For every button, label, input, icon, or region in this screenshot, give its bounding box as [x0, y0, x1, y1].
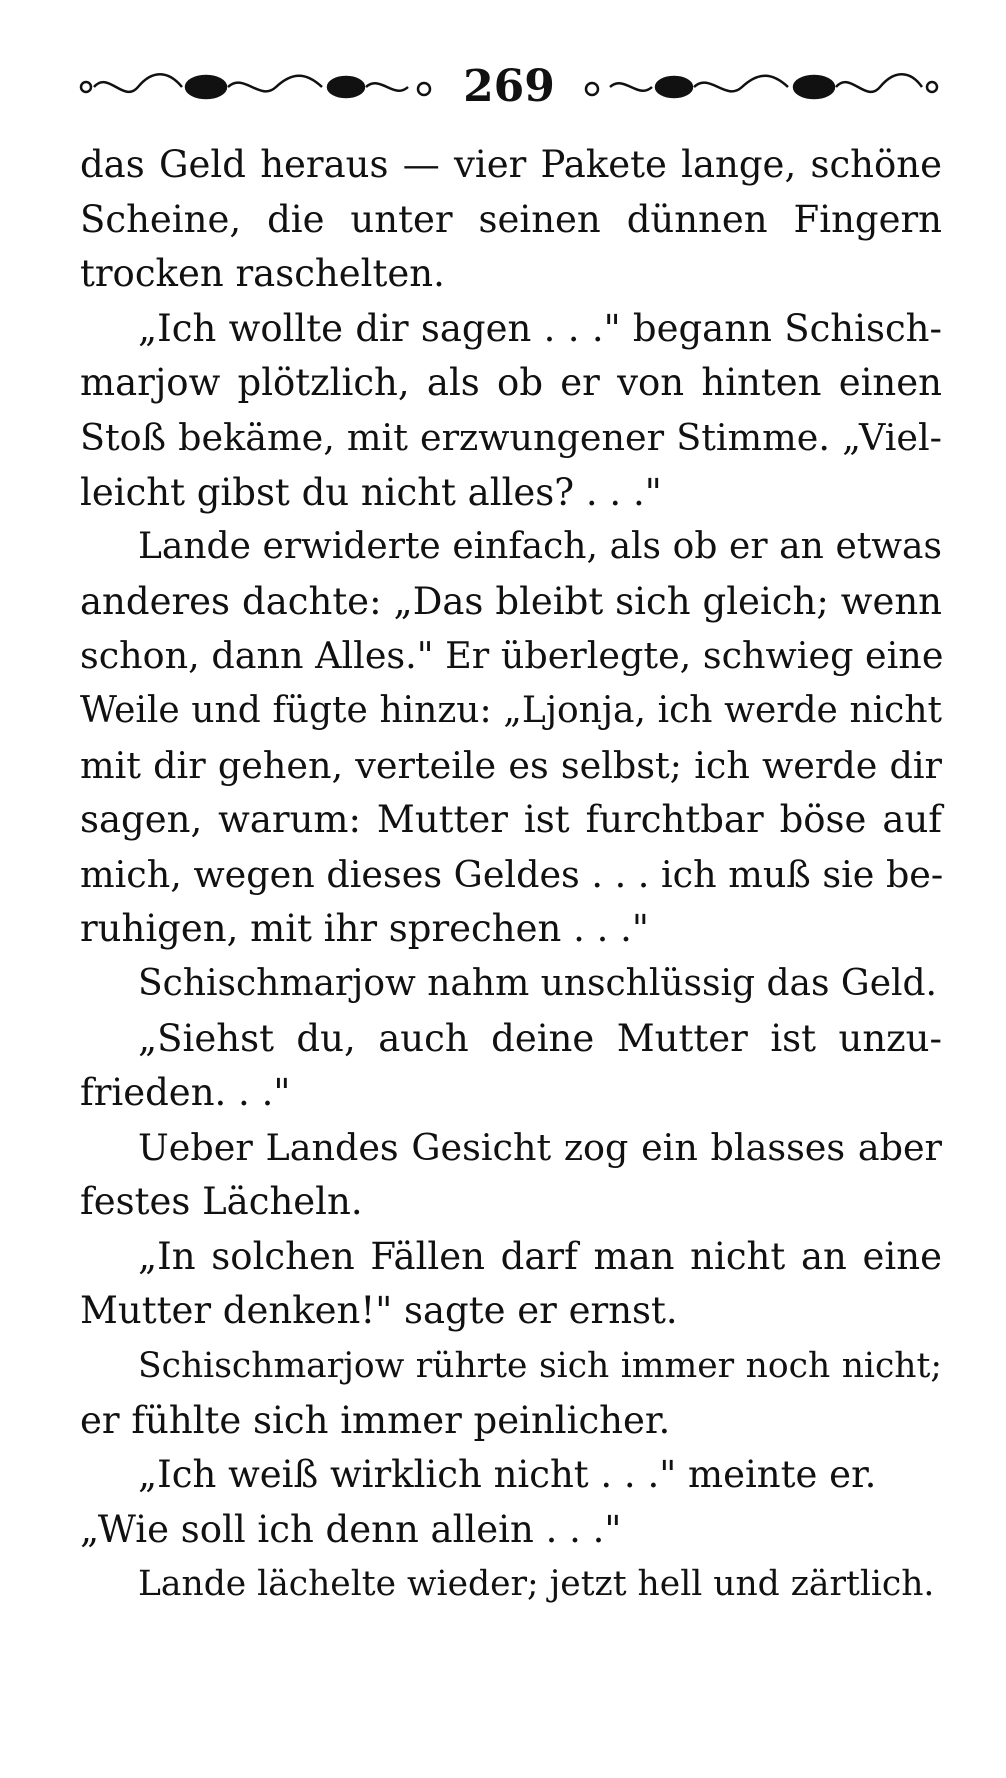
page-number: 269 — [463, 61, 555, 112]
text-line: Stoß bekäme, mit erzwungener Stimme. „Viel- — [80, 415, 942, 459]
text-line: Schischmarjow nahm unschlüssig das Geld. — [138, 962, 937, 1004]
text-line: Scheine, die unter seinen dünnen Fingern — [80, 197, 942, 241]
text-line: leicht gibst du nicht alles? . . ." — [80, 470, 662, 514]
text-line: trocken raschelten. — [80, 252, 445, 296]
decorative-rule-icon — [78, 60, 436, 114]
text-line: Ueber Landes Gesicht zog ein blasses aber — [138, 1125, 942, 1169]
text-line: Lande lächelte wieder; jetzt hell und zärtlich. — [138, 1564, 935, 1605]
text-line: Mutter denken!" sagte er ernst. — [80, 1289, 678, 1333]
text-line: „Wie soll ich denn allein . . ." — [80, 1507, 622, 1551]
text-line: mich, wegen dieses Geldes . . . ich muß sie be- — [80, 852, 944, 896]
body-text — [80, 138, 942, 1612]
text-line: marjow plötzlich, als ob er von hinten einen — [80, 361, 942, 405]
text-line: das Geld heraus — vier Pakete lange, schöne — [80, 143, 942, 186]
text-line: er fühlte sich immer peinlicher. — [80, 1398, 671, 1442]
decorative-rule-icon — [582, 60, 940, 114]
text-line: Schischmarjow rührte sich immer noch nicht; — [138, 1346, 942, 1387]
page-header — [78, 52, 940, 122]
text-line: ruhigen, mit ihr sprechen . . ." — [80, 907, 649, 951]
text-line: schon, dann Alles." Er überlegte, schwieg eine — [80, 634, 944, 678]
text-line: „Ich weiß wirklich nicht . . ." meinte er. — [138, 1453, 877, 1497]
text-line: frieden. . ." — [80, 1071, 291, 1115]
text-line: anderes dachte: „Das bleibt sich gleich; wenn — [80, 579, 942, 623]
text-line: festes Lächeln. — [80, 1180, 363, 1224]
text-line: „Siehst du, auch deine Mutter ist unzu- — [138, 1016, 942, 1060]
text-line: sagen, warum: Mutter ist furchtbar böse auf — [80, 798, 942, 842]
text-line: mit dir gehen, verteile es selbst; ich werde dir — [80, 743, 942, 787]
text-line: „In solchen Fällen darf man nicht an eine — [138, 1234, 942, 1278]
text-line: Weile und fügte hinzu: „Ljonja, ich werde nicht — [80, 689, 942, 731]
text-line: Lande erwiderte einfach, als ob er an etwas — [138, 526, 942, 568]
text-line: „Ich wollte dir sagen . . ." begann Schisch- — [138, 306, 942, 350]
